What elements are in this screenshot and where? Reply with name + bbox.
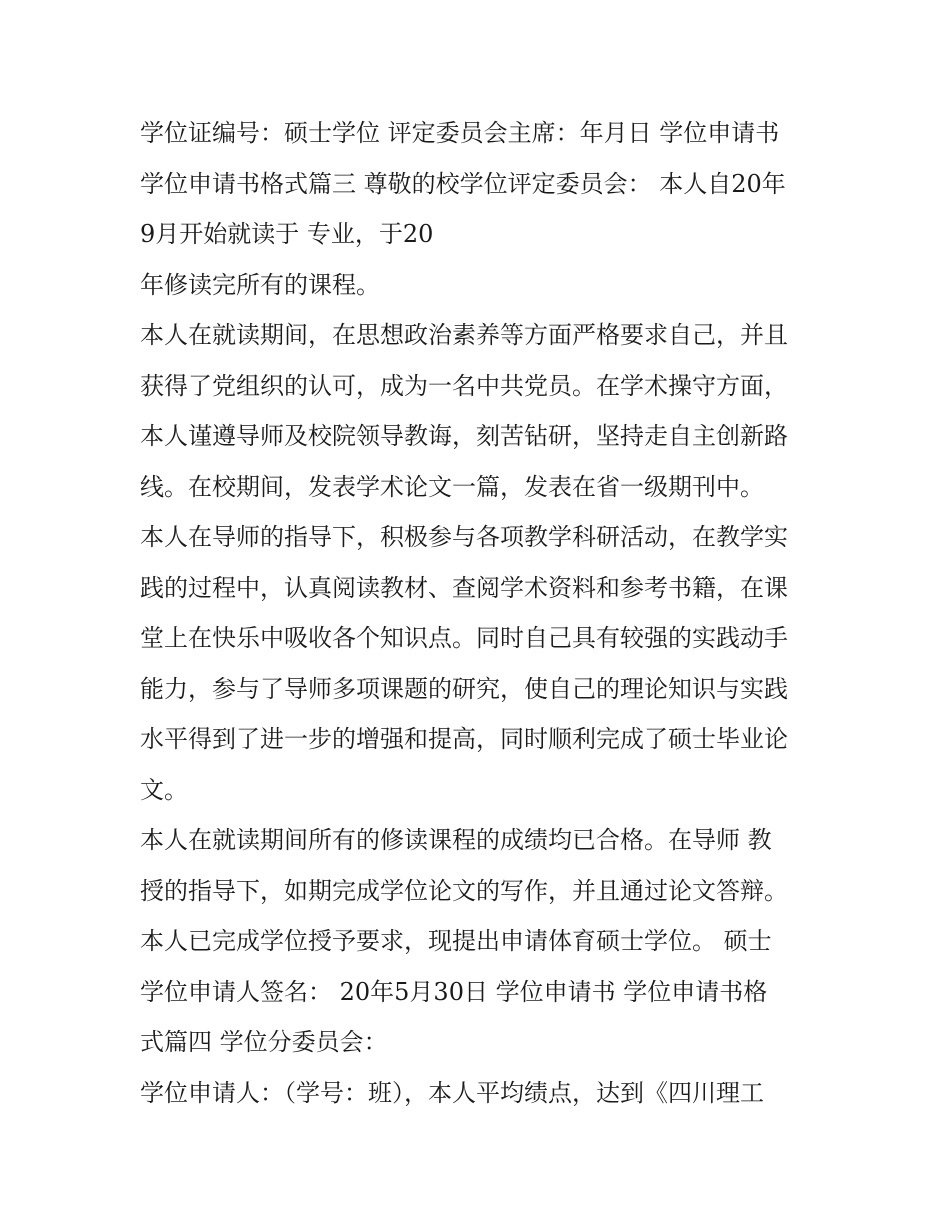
text-line: 线。在校期间，发表学术论文一篇，发表在省一级期刊中。 xyxy=(140,472,764,501)
text-line: 本人谨遵导师及校院领导教诲，刻苦钻研，坚持走自主创新路 xyxy=(140,422,788,450)
text-line: 学位证编号：硕士学位 评定委员会主席：年月日 学位申请书 xyxy=(140,119,780,147)
text-line: 堂上在快乐中吸收各个知识点。同时自己具有较强的实践动手 xyxy=(140,624,788,652)
text-line: 能力，参与了导师多项课题的研究，使自己的理论知识与实践 xyxy=(140,674,788,703)
text-line: 本人在就读期间所有的修读课程的成绩均已合格。在导师 教 xyxy=(140,826,772,854)
text-line: 本人已完成学位授予要求，现提出申请体育硕士学位。 硕士 xyxy=(140,927,772,955)
text-line: 水平得到了进一步的增强和提高，同时顺利完成了硕士毕业论 xyxy=(140,725,788,753)
text-line: 式篇四 学位分委员会： xyxy=(140,1028,388,1056)
text-line: 9月开始就读于 专业，于20 xyxy=(140,220,434,248)
text-line: 本人在就读期间，在思想政治素养等方面严格要求自己，并且 xyxy=(140,321,788,349)
text-line: 学位申请书格式篇三 尊敬的校学位评定委员会： 本人自20年 xyxy=(140,169,786,198)
text-line: 文。 xyxy=(140,775,188,804)
text-line: 本人在导师的指导下，积极参与各项教学科研活动，在教学实 xyxy=(140,523,788,551)
text-line: 学位申请人签名： 20年5月30日 学位申请书 学位申请书格 xyxy=(140,977,768,1006)
text-line: 年修读完所有的课程。 xyxy=(140,270,380,299)
document-body xyxy=(140,108,820,1118)
text-line: 学位申请人：（学号：班），本人平均绩点，达到《四川理工 xyxy=(140,1078,764,1107)
text-line: 授的指导下，如期完成学位论文的写作，并且通过论文答辩。 xyxy=(140,876,788,905)
text-line: 获得了党组织的认可，成为一名中共党员。在学术操守方面， xyxy=(140,371,788,400)
text-line: 践的过程中，认真阅读教材、查阅学术资料和参考书籍，在课 xyxy=(140,573,788,602)
